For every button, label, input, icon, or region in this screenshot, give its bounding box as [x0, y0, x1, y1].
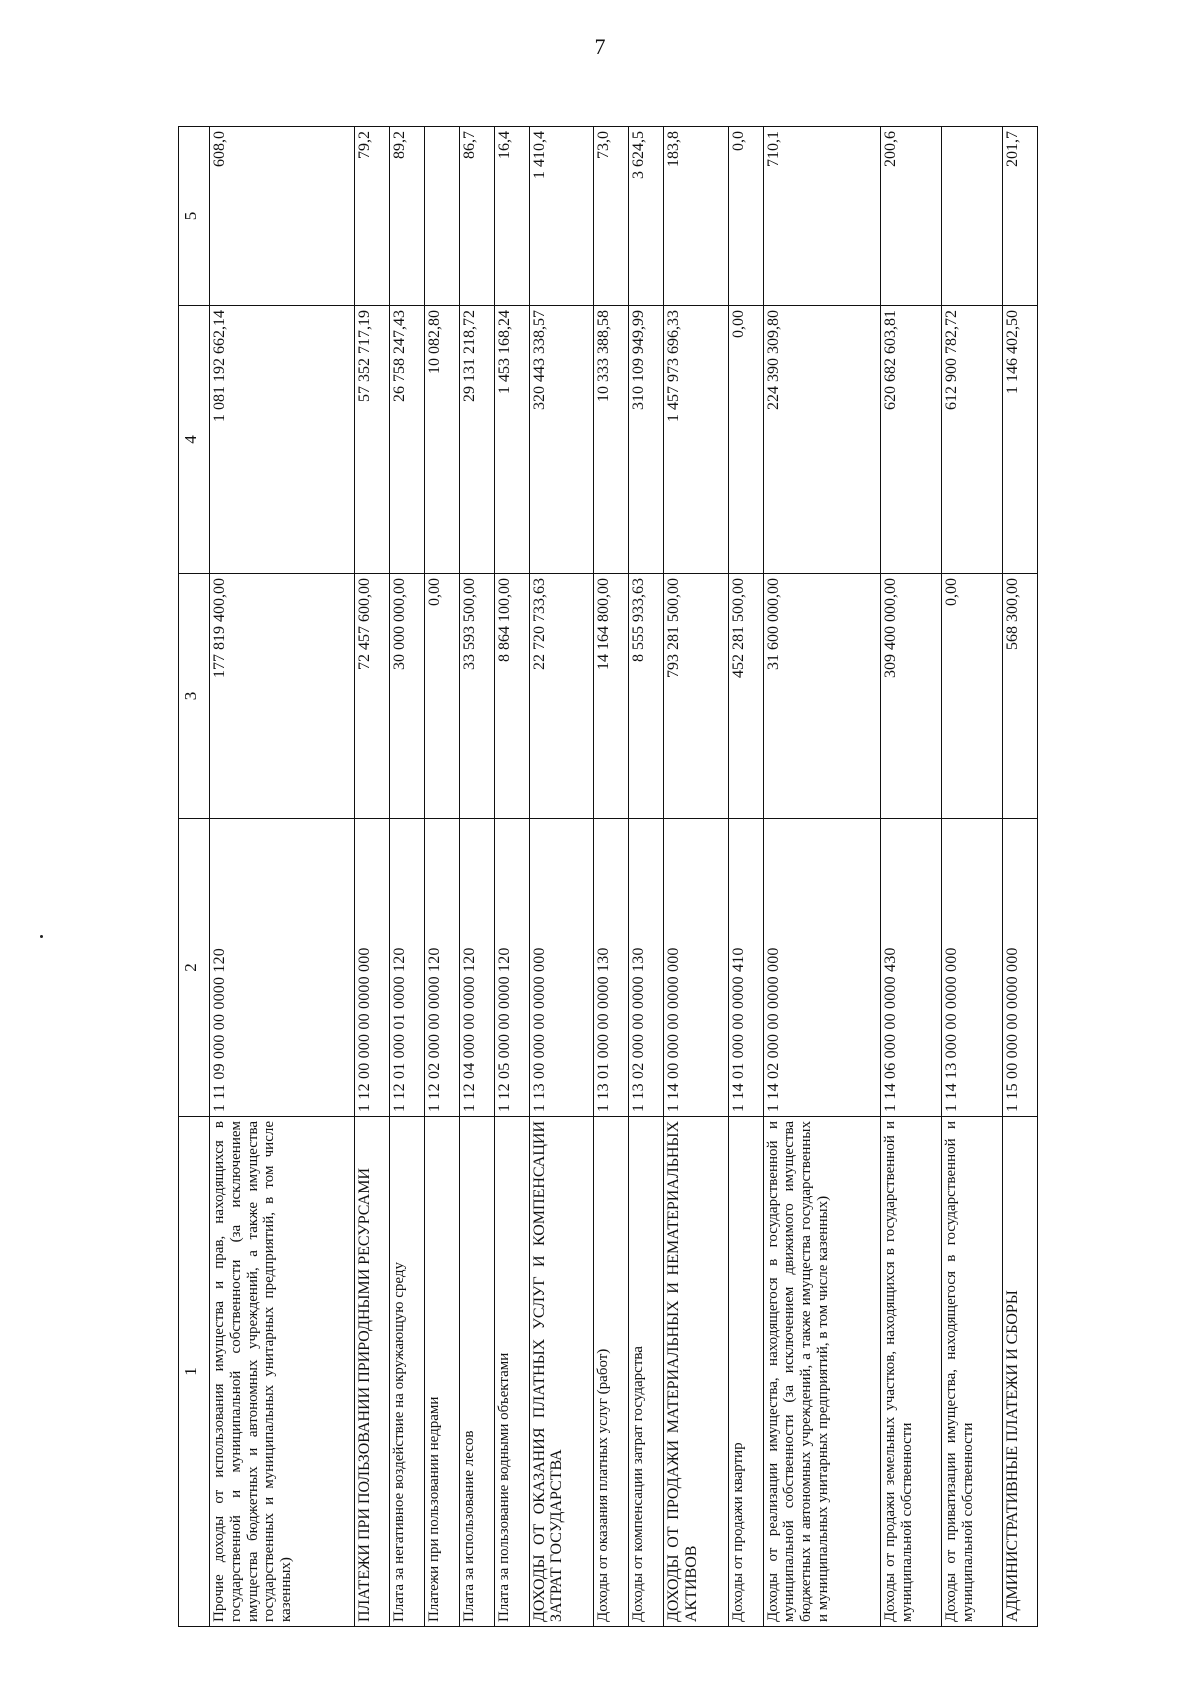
row-code-cell: 1 14 06 000 00 0000 430 [880, 819, 941, 1117]
row-percent-cell [941, 127, 1002, 306]
table-row [459, 127, 494, 1627]
row-percent-cell [424, 127, 459, 306]
header-col-3: 3 [179, 574, 210, 819]
row-plan-cell: 30 000 000,00 [390, 574, 425, 819]
row-percent-cell: 183,8 [664, 127, 729, 306]
table-row [390, 127, 425, 1627]
table-row [728, 127, 763, 1627]
row-percent-cell: 79,2 [355, 127, 390, 306]
row-code-cell: 1 13 01 000 00 0000 130 [594, 819, 629, 1117]
row-code-cell: 1 13 00 000 00 0000 000 [529, 819, 594, 1117]
row-code-cell: 1 12 04 000 00 0000 120 [459, 819, 494, 1117]
table-row [210, 127, 355, 1627]
row-fact-cell: 224 390 309,80 [763, 306, 880, 574]
row-name-cell: ПЛАТЕЖИ ПРИ ПОЛЬЗОВАНИИ ПРИРОДНЫМИ РЕСУРСАМИ [355, 1117, 390, 1627]
row-plan-cell: 0,00 [941, 574, 1002, 819]
row-name-cell: Доходы от реализации имущества, находящегося в государственной и муниципальной собственности (за исключением движимого имущества бюджетных и автономных учреждений, а также имущества государственных и муниципальных унитарных предприятий, в том числе казенных) [763, 1117, 880, 1627]
row-percent-cell: 3 624,5 [629, 127, 664, 306]
row-name-cell: Доходы от приватизации имущества, находящегося в государственной и муниципальной собственности [941, 1117, 1002, 1627]
row-plan-cell: 8 864 100,00 [494, 574, 529, 819]
row-percent-cell: 710,1 [763, 127, 880, 306]
table-row [941, 127, 1002, 1627]
row-fact-cell: 320 443 338,57 [529, 306, 594, 574]
row-fact-cell: 1 146 402,50 [1002, 306, 1037, 574]
row-name-cell: Плата за негативное воздействие на окружающую среду [390, 1117, 425, 1627]
header-col-4: 4 [179, 306, 210, 574]
row-fact-cell: 620 682 603,81 [880, 306, 941, 574]
row-percent-cell: 608,0 [210, 127, 355, 306]
row-plan-cell: 309 400 000,00 [880, 574, 941, 819]
row-code-cell: 1 12 05 000 00 0000 120 [494, 819, 529, 1117]
row-plan-cell: 72 457 600,00 [355, 574, 390, 819]
row-code-cell: 1 11 09 000 00 0000 120 [210, 819, 355, 1117]
row-plan-cell: 14 164 800,00 [594, 574, 629, 819]
row-percent-cell: 86,7 [459, 127, 494, 306]
row-plan-cell: 22 720 733,63 [529, 574, 594, 819]
table-header-row [179, 127, 210, 1627]
row-fact-cell: 1 081 192 662,14 [210, 306, 355, 574]
row-name-cell: Плата за использование лесов [459, 1117, 494, 1627]
row-code-cell: 1 14 02 000 00 0000 000 [763, 819, 880, 1117]
row-name-cell: Прочие доходы от использования имущества и прав, находящихся в государственной и муниципальной собственности (за исключением имущества бюджетных и автономных учреждений, а также имущества государственных и муниципальных унитарных предприятий, в том числе казенных) [210, 1117, 355, 1627]
table-row [629, 127, 664, 1627]
row-fact-cell: 0,00 [728, 306, 763, 574]
row-plan-cell: 31 600 000,00 [763, 574, 880, 819]
row-fact-cell: 26 758 247,43 [390, 306, 425, 574]
row-plan-cell: 177 819 400,00 [210, 574, 355, 819]
row-name-cell: Доходы от продажи квартир [728, 1117, 763, 1627]
row-percent-cell: 0,0 [728, 127, 763, 306]
row-code-cell: 1 12 00 000 00 0000 000 [355, 819, 390, 1117]
table-row [355, 127, 390, 1627]
row-fact-cell: 310 109 949,99 [629, 306, 664, 574]
row-plan-cell: 452 281 500,00 [728, 574, 763, 819]
table-row [664, 127, 729, 1627]
header-col-1: 1 [179, 1117, 210, 1627]
row-percent-cell: 201,7 [1002, 127, 1037, 306]
row-name-cell: АДМИНИСТРАТИВНЫЕ ПЛАТЕЖИ И СБОРЫ [1002, 1117, 1037, 1627]
row-name-cell: Доходы от компенсации затрат государства [629, 1117, 664, 1627]
row-fact-cell: 29 131 218,72 [459, 306, 494, 574]
scan-speck [40, 935, 43, 938]
row-fact-cell: 612 900 782,72 [941, 306, 1002, 574]
table-row [424, 127, 459, 1627]
row-fact-cell: 10 082,80 [424, 306, 459, 574]
table-row [594, 127, 629, 1627]
row-code-cell: 1 14 01 000 00 0000 410 [728, 819, 763, 1117]
row-plan-cell: 8 555 933,63 [629, 574, 664, 819]
row-name-cell: Платежи при пользовании недрами [424, 1117, 459, 1627]
row-code-cell: 1 14 00 000 00 0000 000 [664, 819, 729, 1117]
row-percent-cell: 73,0 [594, 127, 629, 306]
page-number: 7 [594, 34, 606, 59]
row-name-cell: Доходы от продажи земельных участков, находящихся в государственной и муниципальной собственности [880, 1117, 941, 1627]
header-col-5: 5 [179, 127, 210, 306]
row-fact-cell: 1 453 168,24 [494, 306, 529, 574]
row-name-cell: Плата за пользование водными объектами [494, 1117, 529, 1627]
row-plan-cell: 0,00 [424, 574, 459, 819]
row-plan-cell: 568 300,00 [1002, 574, 1037, 819]
row-code-cell: 1 14 13 000 00 0000 000 [941, 819, 1002, 1117]
row-name-cell: ДОХОДЫ ОТ ПРОДАЖИ МАТЕРИАЛЬНЫХ И НЕМАТЕРИАЛЬНЫХ АКТИВОВ [664, 1117, 729, 1627]
table-row [494, 127, 529, 1627]
revenue-table [178, 126, 1038, 1627]
row-fact-cell: 57 352 717,19 [355, 306, 390, 574]
row-percent-cell: 89,2 [390, 127, 425, 306]
row-plan-cell: 33 593 500,00 [459, 574, 494, 819]
row-code-cell: 1 15 00 000 00 0000 000 [1002, 819, 1037, 1117]
row-percent-cell: 1 410,4 [529, 127, 594, 306]
rotated-table-wrapper [178, 127, 1038, 1627]
header-col-2: 2 [179, 819, 210, 1117]
row-plan-cell: 793 281 500,00 [664, 574, 729, 819]
table-row [763, 127, 880, 1627]
row-code-cell: 1 13 02 000 00 0000 130 [629, 819, 664, 1117]
row-name-cell: Доходы от оказания платных услуг (работ) [594, 1117, 629, 1627]
row-fact-cell: 1 457 973 696,33 [664, 306, 729, 574]
row-percent-cell: 16,4 [494, 127, 529, 306]
row-fact-cell: 10 333 388,58 [594, 306, 629, 574]
table-row [529, 127, 594, 1627]
row-code-cell: 1 12 02 000 00 0000 120 [424, 819, 459, 1117]
row-name-cell: ДОХОДЫ ОТ ОКАЗАНИЯ ПЛАТНЫХ УСЛУГ И КОМПЕНСАЦИИ ЗАТРАТ ГОСУДАРСТВА [529, 1117, 594, 1627]
row-code-cell: 1 12 01 000 01 0000 120 [390, 819, 425, 1117]
table-row [1002, 127, 1037, 1627]
row-percent-cell: 200,6 [880, 127, 941, 306]
table-row [880, 127, 941, 1627]
